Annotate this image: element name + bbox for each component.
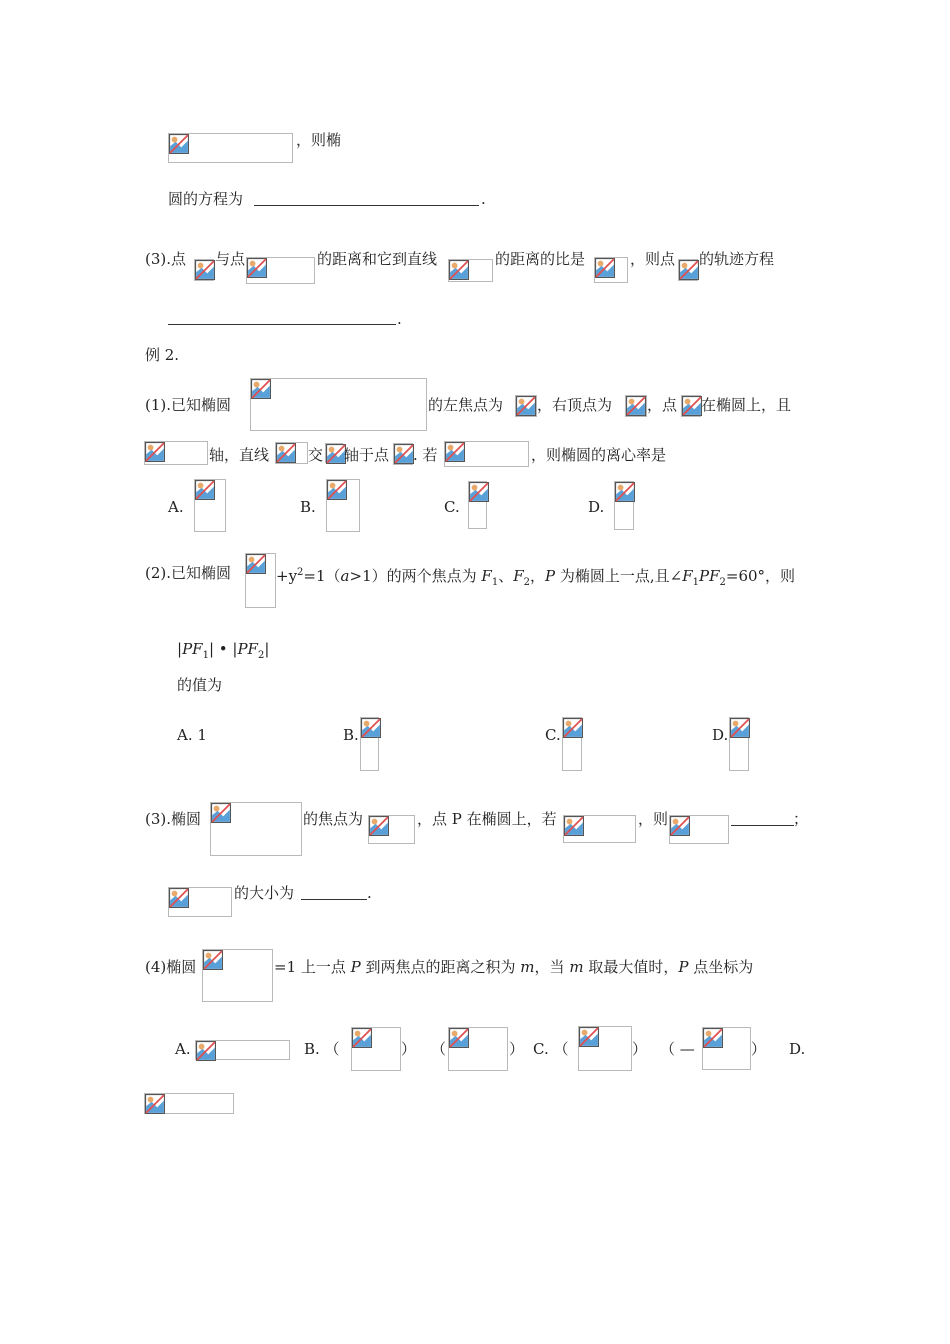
broken-image-icon [203, 950, 223, 970]
point-p-text: ，点 P 在椭圆上，若 [417, 810, 557, 828]
broken-image-icon [670, 816, 690, 836]
q4-statement: =1 上一点 P 到两焦点的距离之积为 m，当 m 取最大值时，P 点坐标为 [274, 958, 754, 976]
broken-image-icon [595, 258, 615, 278]
option-c[interactable]: C. [545, 726, 561, 744]
option-a-image [194, 479, 226, 532]
close-paren: ） [401, 1040, 417, 1058]
broken-image-icon [516, 396, 536, 416]
left-focus-text: 的左焦点为 [428, 396, 504, 414]
option-b[interactable]: B. （ [304, 1040, 340, 1058]
locus-text: 的轨迹方程 [699, 250, 775, 268]
broken-image-icon [469, 482, 489, 502]
broken-image-icon [247, 258, 267, 278]
option-b-image-2 [448, 1027, 508, 1071]
option-b-image [326, 479, 360, 532]
example-label: 例 2. [145, 346, 180, 364]
open-paren-negative: （ — [660, 1040, 695, 1058]
q3-prefix: (3).椭圆 [145, 810, 202, 828]
option-c-image [468, 481, 487, 529]
eccentricity-text: ，则椭圆的离心率是 [531, 446, 667, 464]
equation-image [168, 133, 293, 163]
broken-image-icon [246, 554, 266, 574]
distance-line-text: 的距离和它到直线 [317, 250, 438, 268]
broken-image-icon [626, 396, 646, 416]
axis-image [325, 443, 343, 463]
expression-image [669, 815, 729, 844]
open-paren: （ [431, 1040, 447, 1058]
option-b-image-1 [351, 1027, 401, 1071]
equation-prefix: 圆的方程为 [168, 190, 244, 208]
broken-image-icon [730, 718, 750, 738]
ellipse-equation-image [250, 378, 427, 431]
broken-image-icon [145, 442, 165, 462]
answer-blank[interactable] [731, 825, 794, 826]
close-paren: ） [509, 1040, 525, 1058]
ellipse-fraction-image [245, 553, 276, 608]
broken-image-icon [449, 260, 469, 280]
answer-blank[interactable] [168, 324, 396, 325]
option-a[interactable]: A. [175, 1040, 191, 1058]
q1-prefix: (1).已知椭圆 [145, 396, 232, 414]
option-a[interactable]: A. [168, 498, 184, 516]
point-image [194, 259, 214, 281]
option-a[interactable]: A. 1 [177, 726, 207, 744]
broken-image-icon [394, 444, 414, 464]
condition-image [144, 441, 208, 465]
axis-at-text: 轴于点 [344, 446, 390, 464]
broken-image-icon [449, 1028, 469, 1048]
broken-image-icon [195, 480, 215, 500]
option-b[interactable]: B. [343, 726, 359, 744]
if-text: . 若 [413, 446, 438, 464]
foci-text: 的焦点为 [303, 810, 364, 828]
semicolon: ； [793, 810, 809, 828]
size-text: 的大小为 [234, 884, 295, 902]
option-d-image [729, 717, 749, 771]
broken-image-icon [564, 816, 584, 836]
broken-image-icon [196, 1041, 216, 1061]
broken-image-icon [563, 718, 583, 738]
broken-image-icon [327, 480, 347, 500]
broken-image-icon [211, 803, 231, 823]
condition-image [563, 815, 636, 843]
option-c[interactable]: C. [444, 498, 460, 516]
period: . [367, 884, 372, 902]
point-text: ，点 [647, 396, 678, 414]
intersect-text: 交 [308, 446, 324, 464]
point-image-2 [678, 259, 698, 281]
ratio-image [594, 257, 628, 283]
option-c-image-2 [702, 1027, 751, 1070]
broken-image-icon [145, 1094, 165, 1114]
option-d[interactable]: D. [712, 726, 729, 744]
q4-prefix: (4)椭圆 [145, 958, 197, 976]
line-image [275, 442, 308, 464]
option-d[interactable]: D. [789, 1040, 806, 1058]
option-c-image [562, 717, 582, 771]
broken-image-icon [251, 379, 271, 399]
period: . [481, 190, 486, 208]
option-b-image [360, 717, 379, 771]
broken-image-icon [276, 443, 296, 463]
right-vertex-text: ，右顶点为 [537, 396, 613, 414]
then-point-text: ，则点 [630, 250, 676, 268]
q2-statement: $+y^2=1(a>1)$的两个焦点为 $F_1$、$F_2$，P 为椭圆上一点,且$\angle F_1PF_2=60^\circ$，则 [276, 567, 796, 588]
then-text: ，则 [638, 810, 669, 828]
broken-image-icon [682, 396, 702, 416]
broken-image-icon [369, 816, 389, 836]
period: . [397, 310, 402, 328]
then-ellipse-text: ，则椭 [296, 131, 342, 149]
point-image-2 [393, 443, 413, 465]
option-a-image [195, 1040, 290, 1060]
line-image [448, 259, 493, 282]
broken-image-icon [169, 134, 189, 154]
answer-blank[interactable] [254, 205, 479, 206]
broken-image-icon [195, 260, 215, 280]
ratio-text: 的距离的比是 [495, 250, 586, 268]
q2-prefix: (2).已知椭圆 [145, 564, 232, 582]
question-3-prefix: (3).点 [145, 250, 187, 268]
close-paren: ） [632, 1040, 648, 1058]
vertex-image [625, 395, 647, 417]
foci-image [368, 815, 415, 844]
broken-image-icon [703, 1028, 723, 1048]
broken-image-icon [361, 718, 381, 738]
ellipse-fraction-image [202, 949, 273, 1002]
option-d-image [614, 481, 634, 530]
option-c-image-1 [578, 1026, 632, 1071]
point-coord-image [246, 257, 315, 284]
value-label: 的值为 [177, 676, 223, 694]
on-ellipse-text: 在椭圆上，且 [701, 396, 792, 414]
option-d[interactable]: D. [588, 498, 605, 516]
broken-image-icon [615, 482, 635, 502]
focus-image [515, 395, 537, 417]
product-expression: $|PF_1|$ • $|PF_2|$ [177, 640, 270, 661]
broken-image-icon [579, 1027, 599, 1047]
broken-image-icon [326, 444, 346, 464]
broken-image-icon [352, 1028, 372, 1048]
close-paren: ） [751, 1040, 767, 1058]
option-d-image [144, 1093, 234, 1114]
axis-text: 轴，直线 [209, 446, 270, 464]
option-b[interactable]: B. [300, 498, 316, 516]
broken-image-icon [445, 442, 465, 462]
answer-blank[interactable] [301, 899, 367, 900]
with-point-text: 与点 [215, 250, 246, 268]
condition-image-2 [444, 441, 529, 467]
broken-image-icon [169, 888, 189, 908]
point-image [681, 395, 701, 417]
option-c[interactable]: C. （ [533, 1040, 569, 1058]
broken-image-icon [679, 260, 699, 280]
angle-image [168, 887, 232, 917]
ellipse-equation-image [210, 802, 302, 856]
